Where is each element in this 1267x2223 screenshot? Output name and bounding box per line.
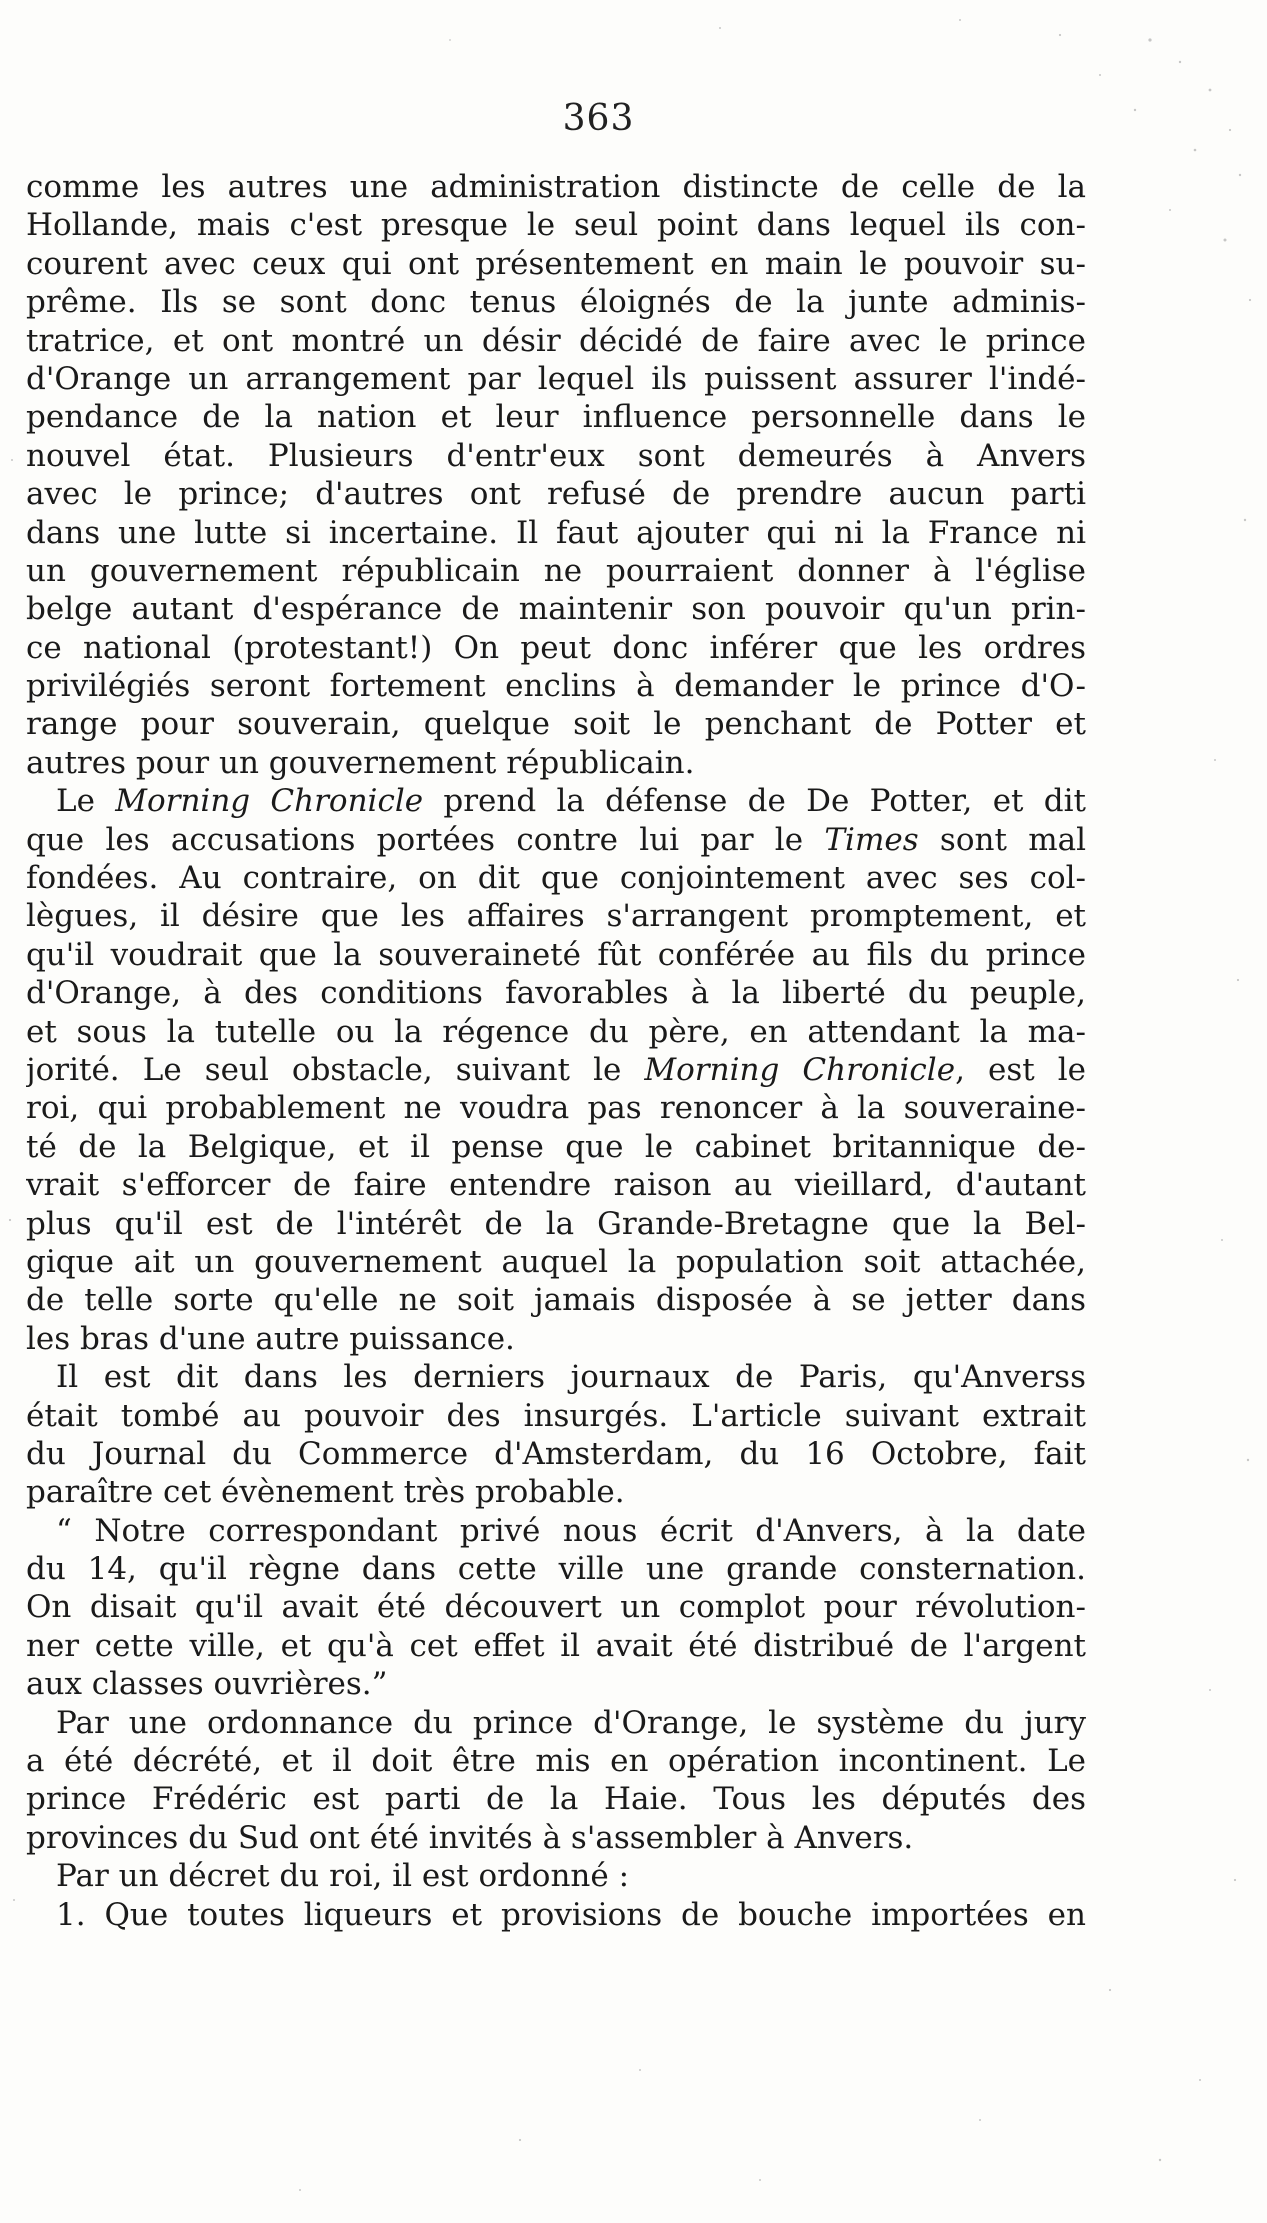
paragraph-6: [26, 1857, 1086, 1934]
text-line: un gouvernement républicain ne pourraient donner à l'église: [26, 552, 1086, 589]
text-line: Le Morning Chronicle prend la défense de De Potter, et dit: [56, 783, 1086, 820]
text-line: qu'il voudrait que la souveraineté fût conférée au fils du prince: [26, 936, 1086, 973]
paragraph-2: [26, 782, 1086, 1358]
text-line: avec le prince; d'autres ont refusé de prendre aucun parti: [26, 476, 1086, 513]
paragraph-4: [26, 1512, 1086, 1704]
text-line: tratrice, et ont montré un désir décidé de faire avec le prince: [26, 322, 1086, 359]
text-line: Il est dit dans les derniers journaux de Paris, qu'Anverss: [56, 1359, 1086, 1396]
paragraph-3: [26, 1358, 1086, 1512]
text-line: belge autant d'espérance de maintenir son pouvoir qu'un prin-: [26, 591, 1086, 628]
text-line: provinces du Sud ont été invités à s'assembler à Anvers.: [26, 1819, 914, 1856]
text-line: paraître cet évènement très probable.: [26, 1474, 625, 1511]
text-line: d'Orange, à des conditions favorables à la liberté du peuple,: [26, 975, 1086, 1012]
text-line: les bras d'une autre puissance.: [26, 1320, 515, 1357]
text-line: prince Frédéric est parti de la Haie. Tous les députés des: [26, 1781, 1086, 1818]
text-line: Par une ordonnance du prince d'Orange, le système du jury: [56, 1704, 1086, 1741]
text-line: té de la Belgique, et il pense que le cabinet britannique de-: [26, 1128, 1086, 1165]
text-line: comme les autres une administration distincte de celle de la: [26, 169, 1086, 205]
text-line: pendance de la nation et leur influence personnelle dans le: [26, 399, 1086, 436]
text-line: ce national (protestant!) On peut donc inférer que les ordres: [26, 629, 1086, 666]
text-line: plus qu'il est de l'intérêt de la Grande-Bretagne que la Bel-: [26, 1205, 1086, 1242]
paragraph-5: [26, 1704, 1086, 1858]
text-line: fondées. Au contraire, on dit que conjointement avec ses col-: [26, 860, 1086, 897]
text-line: privilégiés seront fortement enclins à demander le prince d'O-: [26, 668, 1086, 705]
text-line: Par un décret du roi, il est ordonné :: [56, 1858, 630, 1895]
text-line: de telle sorte qu'elle ne soit jamais disposée à se jetter dans: [26, 1282, 1086, 1319]
text-line: nouvel état. Plusieurs d'entr'eux sont demeurés à Anvers: [26, 437, 1086, 474]
newspaper-title: Times: [824, 821, 919, 858]
text-line: lègues, il désire que les affaires s'arrangent promptement, et: [26, 898, 1086, 935]
text-line: roi, qui probablement ne voudra pas renoncer à la souveraine-: [26, 1090, 1086, 1127]
text-line: jorité. Le seul obstacle, suivant le Morning Chronicle, est le: [26, 1051, 1086, 1088]
text-line: était tombé au pouvoir des insurgés. L'article suivant extrait: [26, 1397, 1086, 1434]
text-line: et sous la tutelle ou la régence du père, en attendant la ma-: [26, 1013, 1086, 1050]
text-line: “ Notre correspondant privé nous écrit d'Anvers, à la date: [56, 1512, 1086, 1549]
text-line: vrait s'efforcer de faire entendre raison au vieillard, d'autant: [26, 1167, 1086, 1204]
text-line: prême. Ils se sont donc tenus éloignés de la junte adminis-: [26, 284, 1086, 321]
page-number: 363: [562, 98, 635, 139]
text-line: du Journal du Commerce d'Amsterdam, du 16 Octobre, fait: [26, 1435, 1086, 1472]
text-line: On disait qu'il avait été découvert un complot pour révolution-: [26, 1589, 1086, 1626]
text-line: ner cette ville, et qu'à cet effet il avait été distribué de l'argent: [26, 1627, 1086, 1664]
text-line: gique ait un gouvernement auquel la population soit attachée,: [26, 1243, 1086, 1280]
text-line: courent avec ceux qui ont présentement en main le pouvoir su-: [26, 245, 1086, 282]
text-line: d'Orange un arrangement par lequel ils puissent assurer l'indé-: [26, 360, 1086, 397]
text-line: du 14, qu'il règne dans cette ville une grande consternation.: [26, 1551, 1086, 1588]
text-line: dans une lutte si incertaine. Il faut ajouter qui ni la France ni: [26, 514, 1086, 551]
text-line: range pour souverain, quelque soit le penchant de Potter et: [26, 706, 1086, 743]
text-line: 1. Que toutes liqueurs et provisions de bouche importées en: [56, 1896, 1086, 1933]
text-line: que les accusations portées contre lui par le Times sont mal: [26, 821, 1086, 858]
paragraph-1: [26, 168, 1086, 782]
text-line: aux classes ouvrières.”: [26, 1666, 388, 1703]
newspaper-title: Morning Chronicle: [115, 783, 424, 820]
text-line: a été décrété, et il doit être mis en opération incontinent. Le: [26, 1743, 1086, 1780]
newspaper-title: Morning Chronicle: [644, 1051, 956, 1088]
body-text: [26, 168, 1086, 1934]
text-line: autres pour un gouvernement républicain.: [26, 744, 695, 781]
text-line: Hollande, mais c'est presque le seul point dans lequel ils con-: [26, 207, 1086, 244]
